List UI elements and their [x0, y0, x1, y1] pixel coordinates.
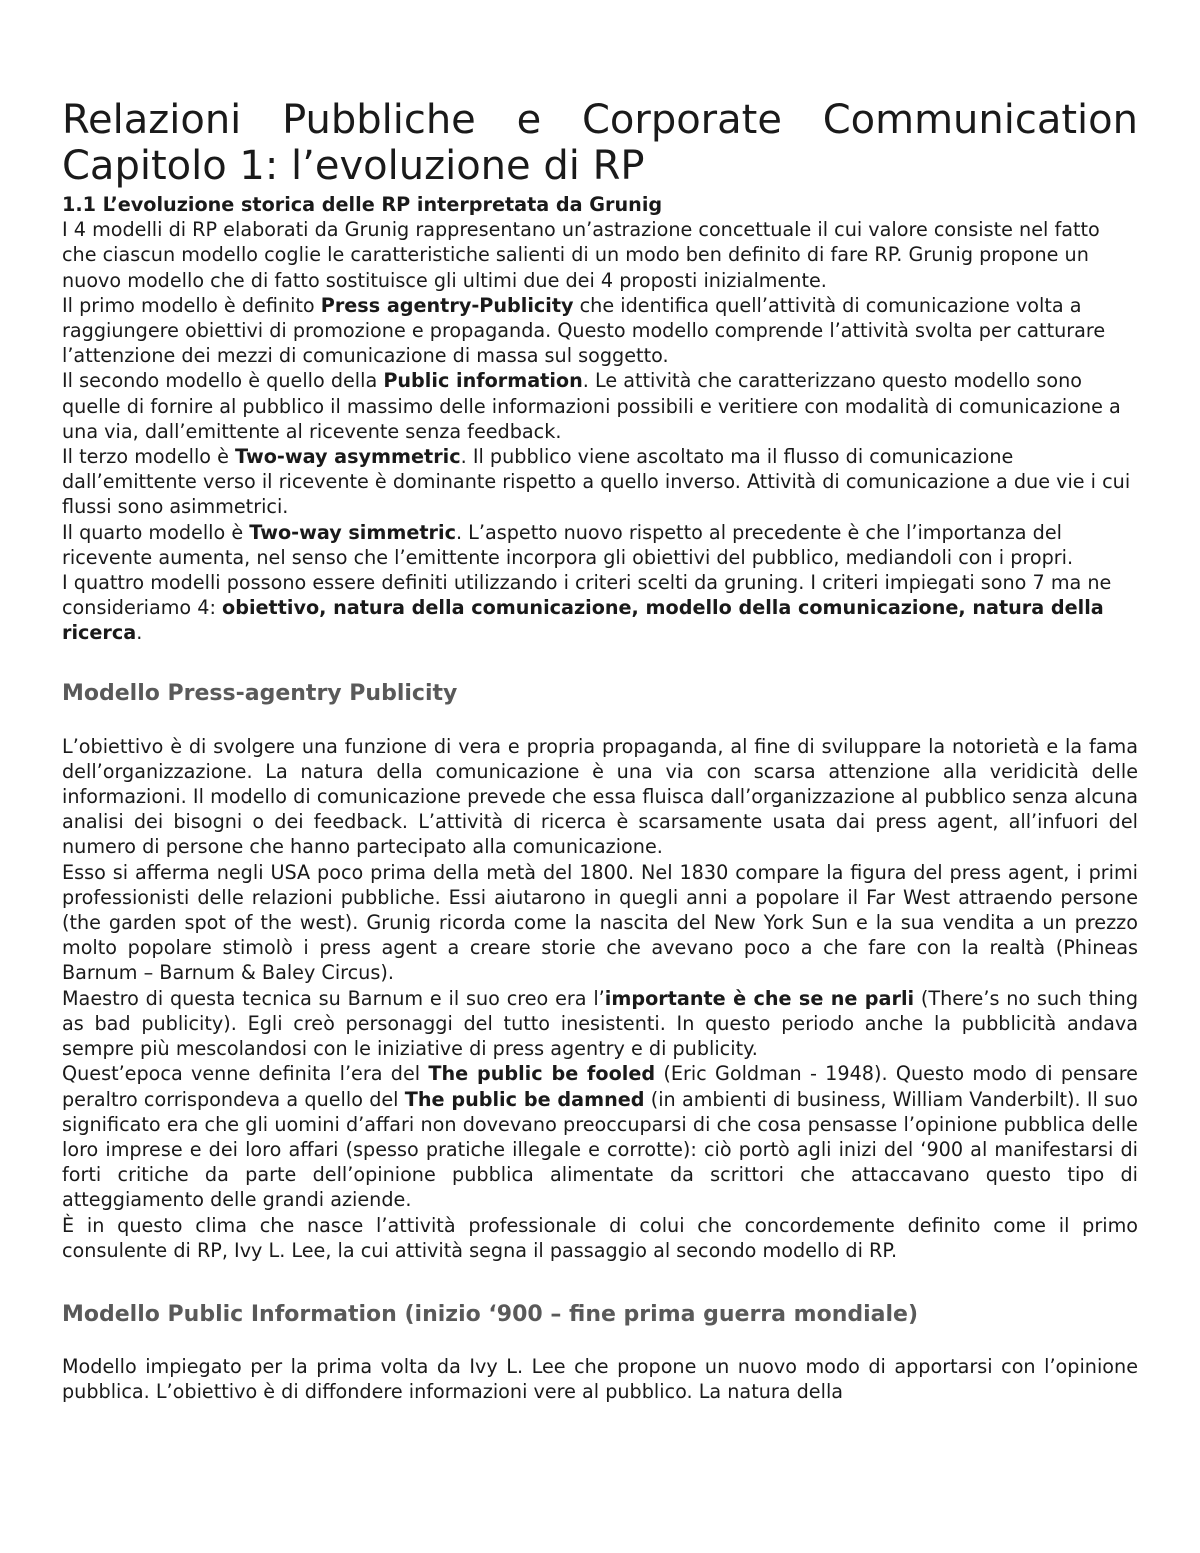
text-run: . Il pubblico viene ascoltato ma il flusso di comunicazione dall’emittente verso il ricevente è dominante rispetto a quello inverso. Attività di comunicazione a due vie i cui flussi sono asimmetrici. — [62, 445, 1131, 519]
bold-term: The public be fooled — [428, 1062, 656, 1086]
paragraph — [62, 1061, 1138, 1212]
paragraph — [62, 368, 1138, 444]
bold-term: Press agentry-Publicity — [320, 293, 574, 317]
text-run: Il terzo modello è — [62, 445, 236, 469]
bold-term: The public be damned — [404, 1087, 645, 1111]
paragraph — [62, 570, 1138, 646]
paragraph: Modello impiegato per la prima volta da Ivy L. Lee che propone un nuovo modo di apportarsi con l’opinione pubblica. L’obiettivo è di diffondere informazioni vere al pubblico. La natura della — [62, 1354, 1138, 1404]
text-run: Il secondo modello è quello della — [62, 369, 384, 393]
paragraph — [62, 520, 1138, 570]
paragraph: L’obiettivo è di svolgere una funzione di vera e propria propaganda, al fine di sviluppare la notorietà e la fama dell’organizzazione. La natura della comunicazione è una via con scarsa attenzione alla veridicità delle informazioni. Il modello di comunicazione prevede che essa fluisca dall’organizzazione al pubblico senza alcuna analisi dei bisogni o dei feedback. L’attività di ricerca è scarsamente usata dai press agent, all’infuori del numero di persone che hanno partecipato alla comunicazione. — [62, 734, 1138, 859]
text-run: Quest’epoca venne definita l’era del — [62, 1062, 429, 1086]
text-run: (There’s no such thing as bad publicity). Egli creò personaggi del tutto inesistenti. In questo periodo anche la pubblicità andava sempre più mescolandosi con le iniziative di press agentry e di publicity. — [62, 986, 1138, 1061]
text-run: . L’aspetto nuovo rispetto al precedente è che l’importanza del ricevente aumenta, nel senso che l’emittente incorpora gli obiettivi del pubblico, mediandoli con i propri. — [62, 520, 1074, 569]
paragraph: I 4 modelli di RP elaborati da Grunig rappresentano un’astrazione concettuale il cui valore consiste nel fatto che ciascun modello coglie le caratteristiche salienti di un modo ben definito di fare RP. Grunig propone un nuovo modello che di fatto sostituisce gli ultimi due dei 4 proposti inizialmente. — [62, 218, 1100, 292]
section-heading-public-information: Modello Public Information (inizio ‘900 – fine prima guerra mondiale) — [62, 1301, 919, 1327]
document-page — [62, 96, 1138, 1404]
chapter-title: Capitolo 1: l’evoluzione di RP — [62, 143, 645, 189]
section-heading-1-1: 1.1 L’evoluzione storica delle RP interpretata da Grunig — [62, 193, 663, 216]
paragraph — [62, 986, 1138, 1062]
text-run: (in ambienti di business, William Vanderbilt). Il suo significato era che gli uomini d’affari non dovevano preoccuparsi di che cosa pensasse l’opinione pubblica delle loro imprese e dei loro affari (spesso pratiche illegale e corrotte): ciò portò agli inizi del ‘900 al manifestarsi di forti critiche da parte dell’opinione pubblica alimentate da scrittori che attaccavano questo tipo di atteggiamento delle grandi aziende. — [62, 1087, 1138, 1212]
paragraph: È in questo clima che nasce l’attività professionale di colui che concordemente definito come il primo consulente di RP, Ivy L. Lee, la cui attività segna il passaggio al secondo modello di RP. — [62, 1213, 1138, 1262]
text-run: Maestro di questa tecnica su Barnum e il suo creo era l’ — [62, 986, 605, 1010]
text-run: I quattro modelli possono essere definiti utilizzando i criteri scelti da gruning. I criteri impiegati sono 7 ma ne consideriamo 4: — [62, 571, 1112, 620]
text-run: . Le attività che caratterizzano questo modello sono quelle di fornire al pubblico il massimo delle informazioni possibili e veritiere con modalità di comunicazione a una via, dall’emittente al ricevente senza feedback. — [62, 369, 1121, 443]
paragraph — [62, 293, 1138, 369]
bold-term: Two-way asymmetric — [235, 445, 461, 469]
text-run: (Eric Goldman - 1948). Questo modo di pensare peraltro corrispondeva a quello del — [62, 1062, 1138, 1111]
text-run: . — [136, 621, 143, 645]
paragraph: Esso si afferma negli USA poco prima della metà del 1800. Nel 1830 compare la figura del press agent, i primi professionisti delle relazioni pubbliche. Essi aiutarono in quegli anni a popolare il Far West attraendo persone (the garden spot of the west). Grunig ricorda come la nascita del New York Sun e la sua vendita a un prezzo molto popolare stimolò i press agent a creare storie che avevano poco a che fare con la realtà (Phineas Barnum – Barnum & Baley Circus). — [62, 860, 1138, 985]
bold-term: Two-way simmetric — [249, 520, 456, 544]
text-run: Il primo modello è definito — [62, 293, 321, 317]
paragraph — [62, 444, 1138, 520]
bold-term: importante è che se ne parli — [604, 986, 915, 1010]
section-heading-press-agentry: Modello Press-agentry Publicity — [62, 680, 458, 706]
document-title: Relazioni Pubbliche e Corporate Communication — [62, 97, 1138, 143]
text-run: Il quarto modello è — [62, 520, 250, 544]
text-run: che identifica quell’attività di comunicazione volta a raggiungere obiettivi di promozione e propaganda. Questo modello comprende l’attività svolta per catturare l’attenzione dei mezzi di comunicazione di massa sul soggetto. — [62, 293, 1106, 368]
bold-term: Public information — [383, 369, 583, 393]
bold-term: obiettivo, natura della comunicazione, modello della comunicazione, natura della ricerca — [62, 596, 1104, 645]
